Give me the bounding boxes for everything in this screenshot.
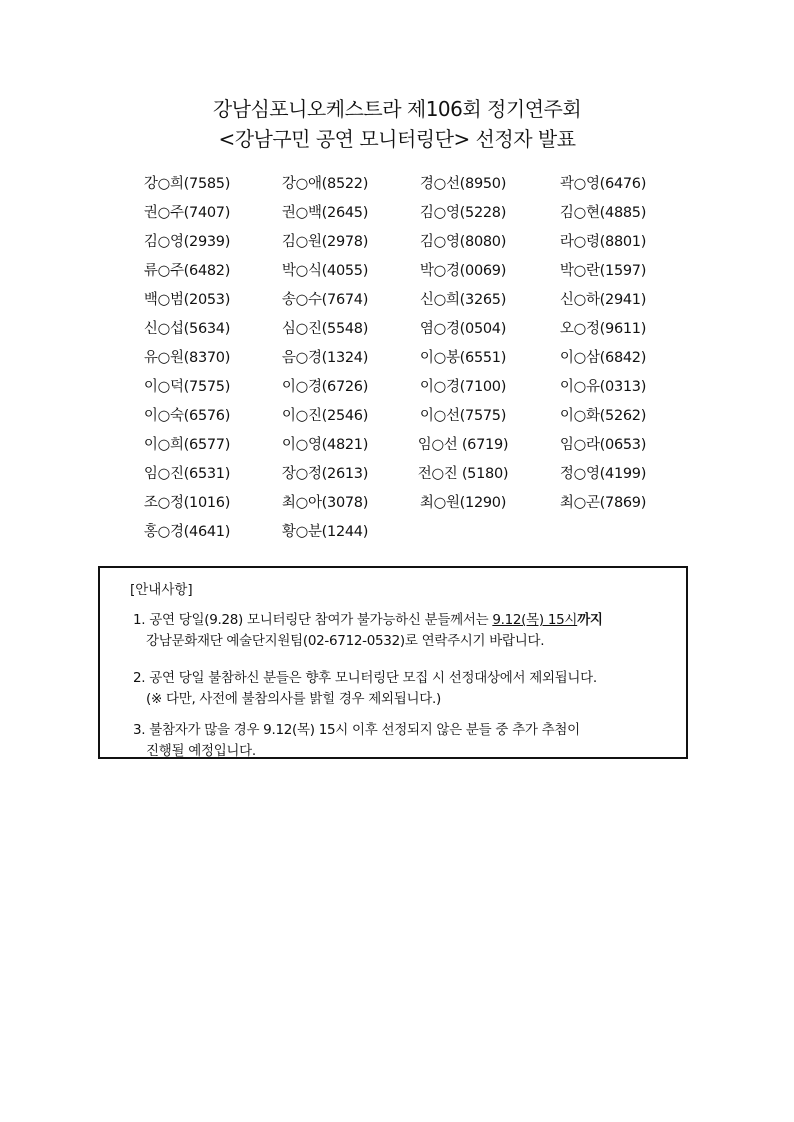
selectee-name: 김○원(2978) (281, 234, 369, 250)
notice-item-1-text: 1. 공연 당일(9.28) 모니터링단 참여가 불가능하신 분들께서는 (133, 612, 493, 628)
notice-item-1-contact: 강남문화재단 예술단지원팀(02-6712-0532)로 연락주시기 바랍니다. (146, 633, 545, 649)
selectee-name: 권○주(7407) (143, 205, 231, 221)
selectee-name: 김○영(5228) (419, 205, 507, 221)
selectee-name: 유○원(8370) (143, 350, 231, 366)
selectee-name: 장○정(2613) (281, 466, 369, 482)
selectee-name: 강○애(8522) (281, 176, 369, 192)
selectee-name: 이○봉(6551) (419, 350, 507, 366)
selectee-name: 이○경(7100) (419, 379, 507, 395)
notice-item-3 (133, 720, 683, 762)
selectee-name: 강○희(7585) (143, 176, 231, 192)
selectee-name: 음○경(1324) (281, 350, 369, 366)
page-title: 강남심포니오케스트라 제106회 정기연주회 (212, 97, 582, 121)
selectee-name: 박○란(1597) (559, 263, 647, 279)
selectee-name: 박○경(0069) (419, 263, 507, 279)
notice-item-1 (133, 610, 683, 652)
notice-heading: [안내사항] (130, 582, 193, 598)
selectee-name: 임○라(0653) (559, 437, 647, 453)
selectee-name: 정○영(4199) (559, 466, 647, 482)
selectee-name: 이○희(6577) (143, 437, 231, 453)
notice-box (98, 566, 688, 759)
selectee-name: 신○하(2941) (559, 292, 647, 308)
notice-item-2-text: 2. 공연 당일 불참하신 분들은 향후 모니터링단 모집 시 선정대상에서 제외됩니다. (133, 670, 597, 686)
selectee-name: 김○현(4885) (559, 205, 647, 221)
notice-deadline-suffix: 까지 (577, 612, 603, 628)
selectee-name: 류○주(6482) (143, 263, 231, 279)
selectee-name: 라○령(8801) (559, 234, 647, 250)
selectee-name: 송○수(7674) (281, 292, 369, 308)
selectee-name: 이○진(2546) (281, 408, 369, 424)
selectee-name: 이○유(0313) (559, 379, 647, 395)
selectee-name: 신○섭(5634) (143, 321, 231, 337)
selectee-name: 임○선 (6719) (417, 437, 509, 453)
selectee-name: 이○삼(6842) (559, 350, 647, 366)
selectee-name: 박○식(4055) (281, 263, 369, 279)
selectee-name: 조○정(1016) (143, 495, 231, 511)
selectee-name: 이○숙(6576) (143, 408, 231, 424)
selectee-name: 이○영(4821) (281, 437, 369, 453)
selectee-name: 심○진(5548) (281, 321, 369, 337)
selectee-list (0, 174, 794, 546)
selectee-name: 김○영(2939) (143, 234, 231, 250)
selectee-name: 이○선(7575) (419, 408, 507, 424)
selectee-name: 홍○경(4641) (143, 524, 231, 540)
notice-item-3-cont: 진행될 예정입니다. (146, 743, 256, 759)
selectee-name: 신○희(3265) (419, 292, 507, 308)
notice-item-2 (133, 668, 683, 710)
selectee-name: 오○정(9611) (559, 321, 647, 337)
selectee-name: 전○진 (5180) (417, 466, 509, 482)
selectee-name: 권○백(2645) (281, 205, 369, 221)
selectee-name: 황○분(1244) (281, 524, 369, 540)
selectee-name: 임○진(6531) (143, 466, 231, 482)
selectee-name: 염○경(0504) (419, 321, 507, 337)
selectee-name: 김○영(8080) (419, 234, 507, 250)
selectee-name: 이○화(5262) (559, 408, 647, 424)
notice-item-2-note: (※ 다만, 사전에 불참의사를 밝힐 경우 제외됩니다.) (146, 691, 441, 707)
selectee-name: 경○선(8950) (419, 176, 507, 192)
selectee-name: 백○범(2053) (143, 292, 231, 308)
selectee-name: 최○원(1290) (419, 495, 507, 511)
selectee-name: 최○곤(7869) (559, 495, 647, 511)
selectee-name: 이○경(6726) (281, 379, 369, 395)
page-subtitle: <강남구민 공연 모니터링단> 선정자 발표 (218, 127, 576, 151)
notice-deadline: 9.12(목) 15시 (492, 612, 578, 628)
selectee-name: 이○덕(7575) (143, 379, 231, 395)
selectee-name: 곽○영(6476) (559, 176, 647, 192)
selectee-name: 최○아(3078) (281, 495, 369, 511)
notice-item-3-text: 3. 불참자가 많을 경우 9.12(목) 15시 이후 선정되지 않은 분들 중 추가 추첨이 (133, 722, 580, 738)
